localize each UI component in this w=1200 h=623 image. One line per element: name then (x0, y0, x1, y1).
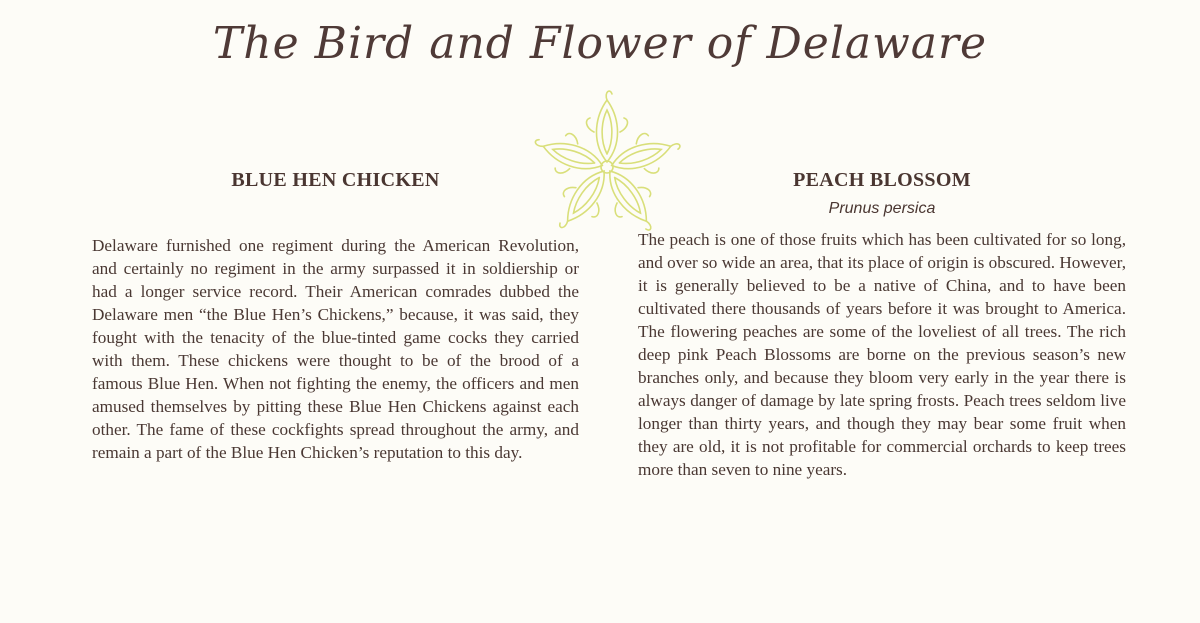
flower-heading: PEACH BLOSSOM (793, 169, 971, 191)
flower-scientific-name: Prunus persica (828, 200, 936, 217)
bird-description: Delaware furnished one regiment during the American Revolution, and certainly no regiment in the army surpassed it in soldiership or had a longer service record. Their American comrades dubbed the Delaware men “the Blue Hen’s Chickens,” because, it was said, they fought with the tenacity of the blue-tinted game cocks they carried with them. These chickens were thought to be of the brood of a famous Blue Hen. When not fighting the enemy, the officers and men amused themselves by pitting these Blue Hen Chickens against each other. The fame of these cockfights spread throughout the army, and remain a part of the Blue Hen Chicken’s reputation to this day. (92, 236, 579, 462)
page-title: The Bird and Flower of Delaware (212, 18, 988, 69)
flower-section (638, 166, 1126, 481)
flower-description: The peach is one of those fruits which has been cultivated for so long, and over so wide an area, that its place of origin is obscured. However, it is generally believed to be a native of China, and to have been cultivated there thousands of years before it was brought to America. The flowering peaches are some of the loveliest of all trees. The rich deep pink Peach Blossoms are borne on the previous season’s new branches only, and because they bloom very early in the year there is always danger of damage by late spring frosts. Peach trees seldom live longer than thirty years, and though they may bear some fruit when they are old, it is not profitable for commercial orchards to keep trees more than seven to nine years. (638, 230, 1126, 479)
bird-heading: BLUE HEN CHICKEN (231, 169, 440, 191)
bird-section (92, 166, 579, 464)
